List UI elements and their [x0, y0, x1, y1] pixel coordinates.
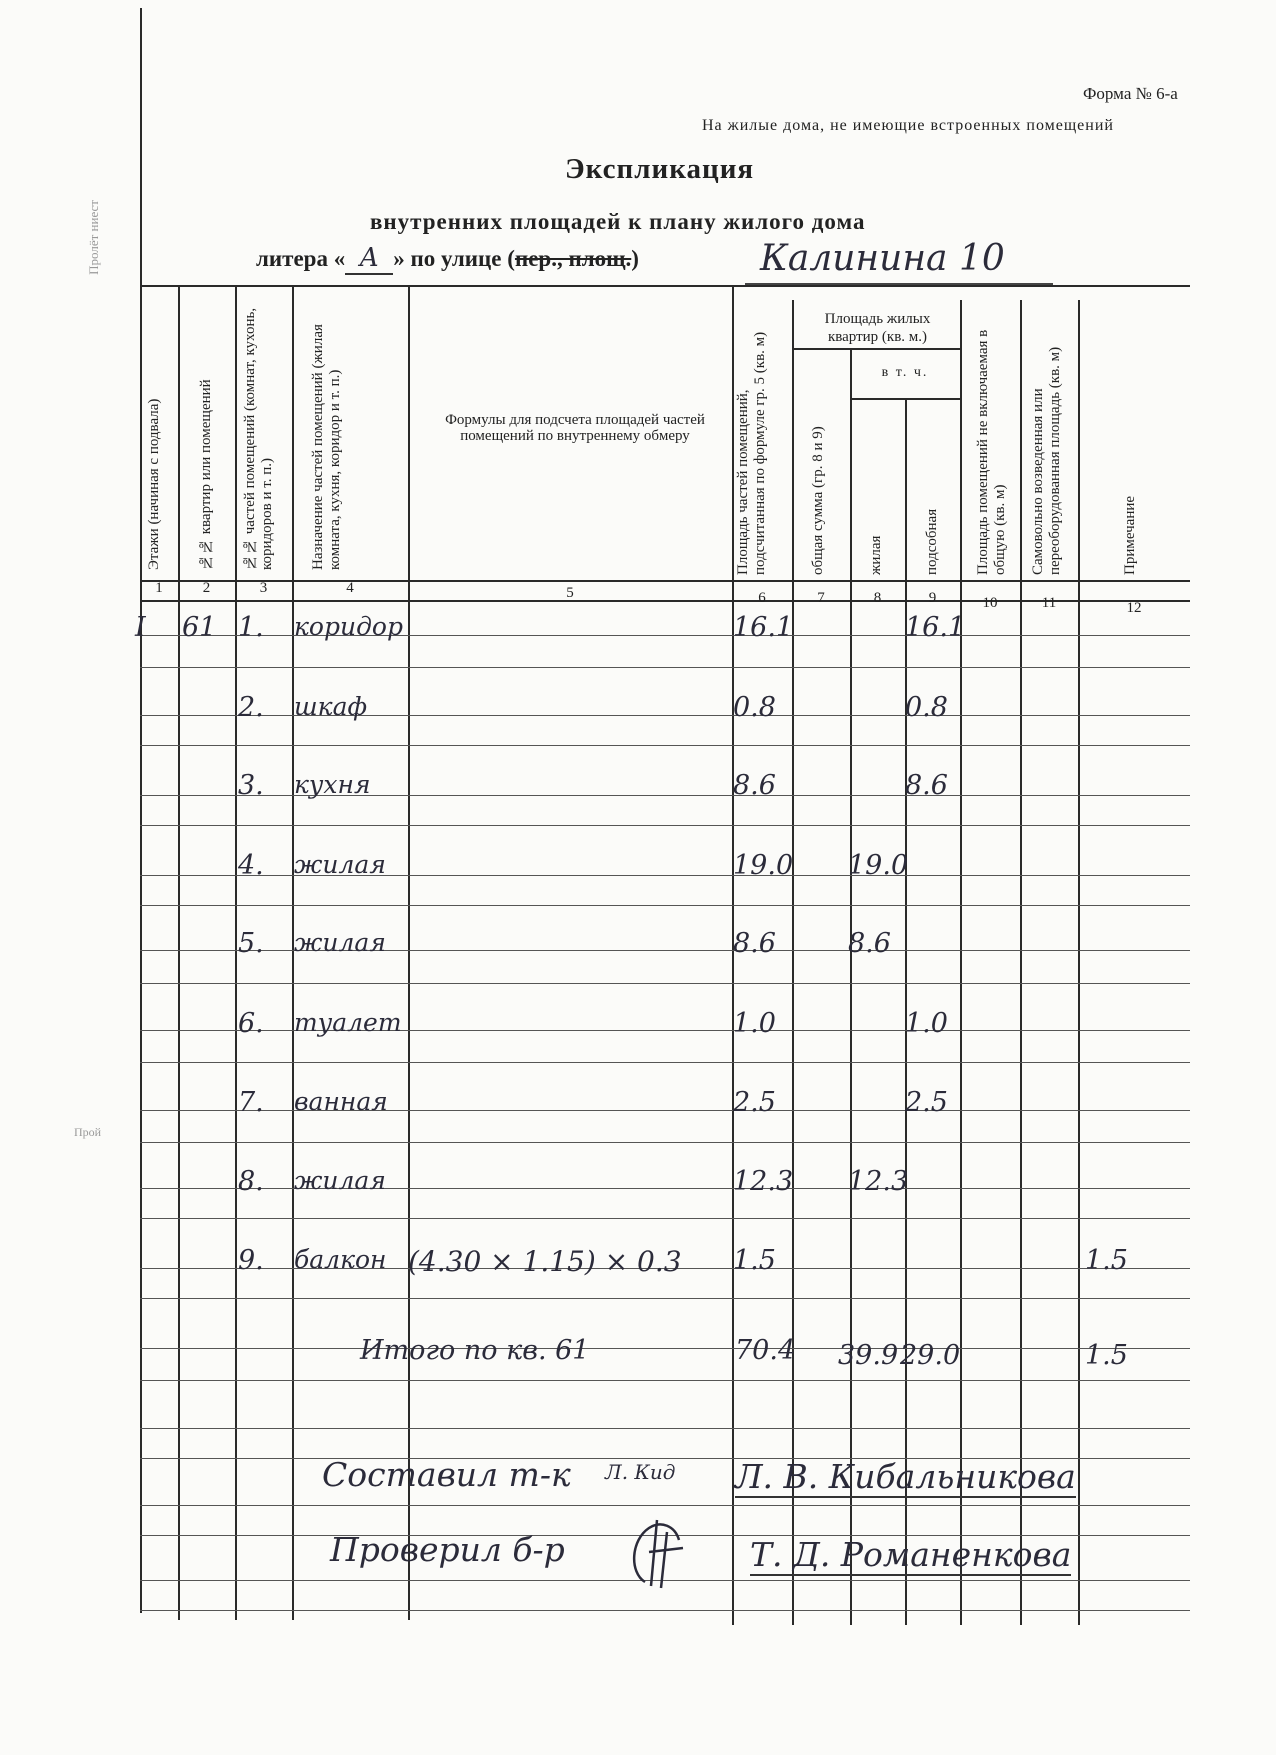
- part-number-cell: 5.: [238, 928, 264, 959]
- checked-label: Проверил б-р: [330, 1530, 565, 1569]
- column-number: 8: [873, 590, 882, 606]
- total-area: 70.4: [735, 1335, 796, 1366]
- row-rule: [140, 1348, 1190, 1349]
- area-cell: 1.5: [733, 1245, 776, 1276]
- form-number: Форма № 6-а: [1083, 84, 1178, 103]
- litera-close: » по улице (: [393, 246, 515, 271]
- row-rule: [140, 1380, 1190, 1381]
- compiled-name: Л. В. Кибальникова: [735, 1457, 1076, 1496]
- row-rule: [140, 1505, 1190, 1506]
- column-header-formulas: Формулы для подсчета площадей частей помещений по внутреннему обмеру: [445, 412, 705, 444]
- total-note: 1.5: [1085, 1340, 1128, 1371]
- area-cell: 16.1: [733, 612, 794, 643]
- column-number: 9: [928, 590, 937, 606]
- street-name: Калинина 10: [760, 238, 1005, 279]
- part-number-cell: 1.: [238, 612, 264, 643]
- page-border: [140, 8, 142, 1613]
- row-rule: [140, 1218, 1190, 1219]
- total-living: 39.9: [838, 1340, 899, 1371]
- formula-cell: (4.30 × 1.15) × 0.3: [408, 1245, 682, 1278]
- form-subtitle: На жилые дома, не имеющие встроенных помещений: [702, 117, 1114, 134]
- total-aux: 29.0: [900, 1340, 961, 1371]
- part-number-cell: 6.: [238, 1008, 264, 1039]
- column-header-note: Примечание: [1122, 495, 1138, 575]
- part-number-cell: 8.: [238, 1166, 264, 1197]
- aux-area-cell: 16.1: [905, 612, 966, 643]
- column-number: 10: [982, 595, 998, 611]
- purpose-cell: жилая: [294, 1166, 386, 1195]
- compiled-label: Составил т-к: [322, 1455, 571, 1494]
- paren-close: ): [631, 246, 639, 271]
- row-rule: [140, 825, 1190, 826]
- part-number-cell: 2.: [238, 692, 264, 723]
- purpose-cell: балкон: [294, 1245, 387, 1274]
- group-header-incl: в т. ч.: [881, 365, 929, 380]
- compiled-short: Л. Кид: [605, 1460, 676, 1484]
- litera-line: [256, 243, 639, 275]
- column-number: 5: [566, 585, 574, 601]
- litera-value: А: [345, 243, 393, 275]
- table-top-rule: [140, 285, 1190, 287]
- aux-area-cell: 1.0: [905, 1008, 948, 1039]
- column-header-apartments: №№ квартир или помещений: [198, 379, 214, 570]
- column-header-parts: №№ частей помещений (комнат, кухонь, коридоров и т. п.): [242, 307, 275, 570]
- aux-area-cell: 8.6: [905, 770, 948, 801]
- column-number: 2: [202, 580, 211, 596]
- col-divider: [178, 285, 180, 1620]
- margin-mark: Прой: [74, 1125, 102, 1139]
- column-header-aux: подсобная: [924, 508, 940, 575]
- column-header-total: общая сумма (гр. 8 и 9): [810, 426, 826, 575]
- column-number: 11: [1041, 595, 1057, 611]
- group-header-living-area: Площадь жилых квартир (кв. м.): [824, 311, 931, 345]
- purpose-cell: ванная: [294, 1087, 388, 1116]
- column-header-living: жилая: [868, 535, 884, 575]
- column-header-floors: Этажи (начиная с подвала): [146, 398, 162, 570]
- group-rule: [850, 398, 960, 400]
- purpose-cell: кухня: [294, 770, 371, 799]
- purpose-cell: шкаф: [294, 692, 368, 721]
- living-area-cell: 19.0: [848, 850, 909, 881]
- apartment-cell: 61: [182, 612, 217, 643]
- area-cell: 8.6: [733, 770, 776, 801]
- column-header-area: Площадь частей помещений, подсчитанная по формуле гр. 5 (кв. м): [735, 331, 768, 575]
- group-rule: [792, 348, 960, 350]
- col-divider: [792, 300, 794, 1625]
- purpose-cell: коридор: [294, 612, 403, 641]
- purpose-cell: жилая: [294, 850, 386, 879]
- total-label: Итого по кв. 61: [360, 1335, 590, 1366]
- living-area-cell: 8.6: [848, 928, 891, 959]
- row-rule: [140, 1610, 1190, 1611]
- row-rule: [140, 983, 1190, 984]
- struck-text: пер., площ.: [514, 246, 632, 271]
- column-number: 6: [758, 590, 766, 606]
- area-cell: 19.0: [733, 850, 794, 881]
- signature-mark: [627, 1512, 689, 1590]
- aux-area-cell: 2.5: [905, 1087, 948, 1118]
- column-header-excluded: Площадь помещений не включаемая в общую (кв. м): [975, 329, 1008, 575]
- margin-stamp: Пролёт ниест: [86, 200, 101, 275]
- area-cell: 0.8: [733, 692, 776, 723]
- row-rule: [140, 745, 1190, 746]
- document-title: Экспликация: [565, 153, 755, 185]
- litera-label: литера «: [256, 246, 346, 271]
- column-header-purpose: Назначение частей помещений (жилая комната, кухня, коридор и т. п.): [310, 324, 343, 570]
- part-number-cell: 9.: [238, 1245, 264, 1276]
- col-divider: [235, 285, 237, 1620]
- column-number: 7: [817, 590, 825, 606]
- part-number-cell: 4.: [238, 850, 264, 881]
- area-cell: 2.5: [733, 1087, 776, 1118]
- column-number: 4: [346, 580, 354, 596]
- area-cell: 1.0: [733, 1008, 776, 1039]
- area-cell: 12.3: [733, 1166, 794, 1197]
- col-divider: [1020, 300, 1022, 1625]
- row-rule: [140, 1428, 1190, 1429]
- row-rule: [140, 1142, 1190, 1143]
- aux-area-cell: 0.8: [905, 692, 948, 723]
- document-subtitle: внутренних площадей к плану жилого дома: [370, 209, 866, 234]
- column-number: 12: [1126, 600, 1142, 616]
- row-rule: [140, 1062, 1190, 1063]
- part-number-cell: 3.: [238, 770, 264, 801]
- column-number: 1: [155, 580, 163, 596]
- col-divider: [960, 300, 962, 1625]
- row-rule: [140, 1298, 1190, 1299]
- purpose-cell: туалет: [294, 1008, 402, 1037]
- note-cell: 1.5: [1085, 1245, 1128, 1276]
- floor-cell: I: [135, 612, 146, 643]
- row-rule: [140, 667, 1190, 668]
- column-number: 3: [259, 580, 268, 596]
- part-number-cell: 7.: [238, 1087, 264, 1118]
- living-area-cell: 12.3: [848, 1166, 909, 1197]
- row-rule: [140, 905, 1190, 906]
- column-header-self-built: Самовольно возведенная или переоборудованная площадь (кв. м): [1030, 346, 1063, 575]
- purpose-cell: жилая: [294, 928, 386, 957]
- checked-name: Т. Д. Романенкова: [750, 1535, 1072, 1574]
- area-cell: 8.6: [733, 928, 776, 959]
- col-divider: [850, 350, 852, 1625]
- col-divider: [408, 285, 410, 1620]
